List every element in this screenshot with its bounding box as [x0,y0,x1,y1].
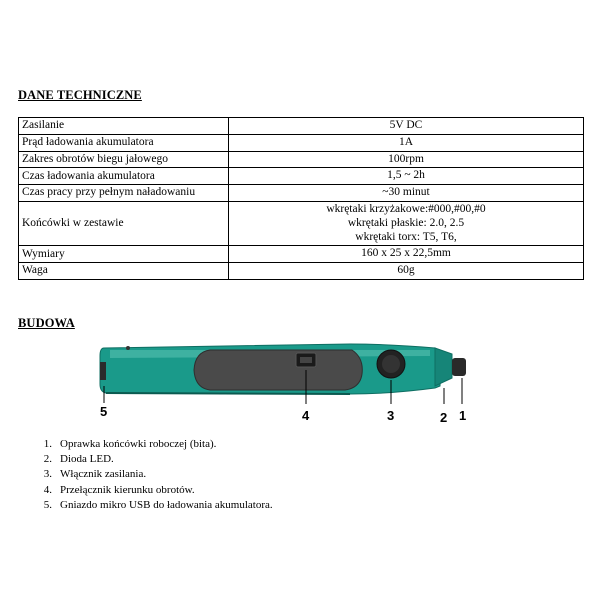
spec-row [19,201,584,245]
spec-row [19,246,584,263]
spec-value [229,246,584,263]
spec-row [19,185,584,202]
parts-list [30,437,273,513]
callout-4: 4 [302,408,310,423]
spec-label: Czas ładowania akumulatora [19,168,229,185]
callout-2: 2 [440,410,448,425]
spec-value-line: wkrętaki krzyżakowe:#000,#00,#0 [326,202,486,215]
spec-value-line: 5V DC [389,119,423,131]
spec-row [19,263,584,280]
spec-row [19,134,584,151]
list-item-text: Włącznik zasilania. [60,468,147,481]
list-item [30,437,273,452]
specs-table [18,117,584,280]
spec-label: Czas pracy przy pełnym naładowaniu [19,185,229,202]
spec-value-line: 1,5 ~ 2h [387,169,425,182]
spec-label: Waga [19,263,229,280]
spec-label: Końcówki w zestawie [19,201,229,245]
spec-value [229,118,584,135]
list-item-text: Gniazdo mikro USB do ładowania akumulatora. [60,498,273,511]
spec-value-line: ~30 minut [382,186,430,199]
list-item [30,498,273,513]
spec-value-line: wkrętaki torx: T5, T6, [355,230,457,243]
callout-1: 1 [459,408,467,423]
list-item-number: 2. [43,453,52,466]
screwdriver-photo [90,328,490,428]
spec-value-line: 160 x 25 x 22,5mm [361,247,451,260]
list-item-number: 4. [43,483,52,496]
callout-5: 5 [100,404,108,419]
build-heading: BUDOWA [18,316,75,330]
spec-value [229,151,584,168]
list-item [30,483,273,498]
list-item-text: Przełącznik kierunku obrotów. [60,483,195,496]
usb-port [100,362,106,380]
specs-heading: DANE TECHNICZNE [18,88,142,102]
spec-value [229,134,584,151]
spec-row [19,151,584,168]
spec-value-line: 1A [398,135,414,148]
spec-row [19,118,584,135]
list-item [30,452,273,467]
spec-value [229,201,584,245]
list-item-text: Dioda LED. [60,453,114,466]
spec-label: Zasilanie [19,118,229,135]
spec-value-line: wkrętaki płaskie: 2.0, 2.5 [347,216,465,229]
list-item-number: 5. [43,498,52,511]
spec-value-line: 100rpm [388,152,424,165]
list-item-number: 3. [43,468,52,481]
spec-value [229,263,584,280]
list-item-number: 1. [43,438,52,450]
spec-label: Wymiary [19,246,229,263]
spec-value-line: 60g [397,264,415,277]
spec-label: Prąd ładowania akumulatora [19,134,229,151]
tool-diagram [90,328,490,428]
spec-label: Zakres obrotów biegu jałowego [19,151,229,168]
list-item [30,467,273,482]
spec-value [229,185,584,202]
spec-row [19,168,584,185]
tool-grip [194,350,362,390]
spec-value [229,168,584,185]
list-item-text: Oprawka końcówki roboczej (bita). [60,438,217,450]
callout-3: 3 [387,408,395,423]
bit-holder [452,358,466,376]
